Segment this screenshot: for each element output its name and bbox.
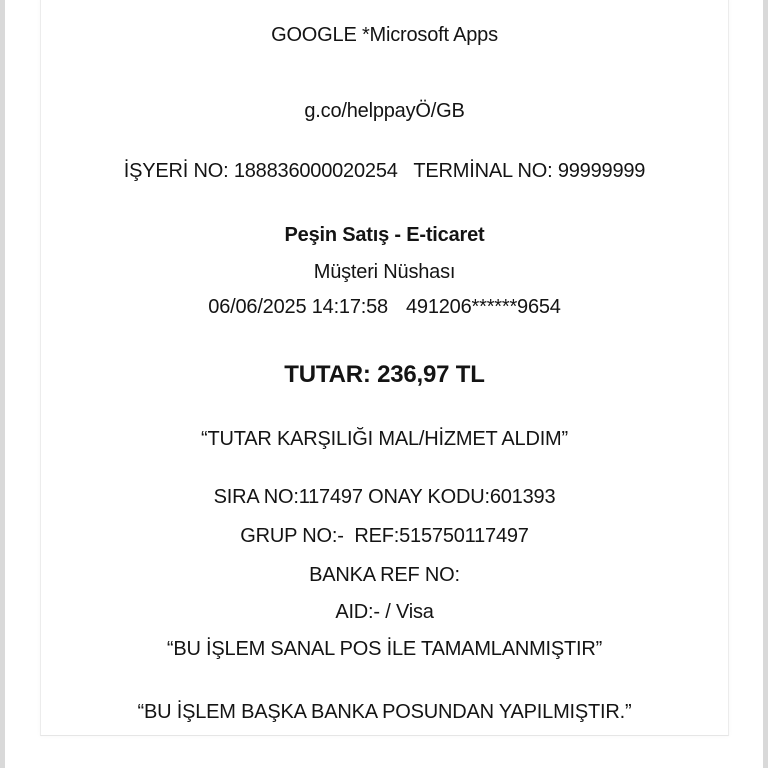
acknowledgement-text: “TUTAR KARŞILIĞI MAL/HİZMET ALDIM” (201, 428, 568, 450)
merchant-url: g.co/helppayÖ/GB (304, 100, 465, 122)
other-bank-notice: “BU İŞLEM BAŞKA BANKA POSUNDAN YAPILMIŞTIR.” (137, 701, 632, 723)
amount-total: TUTAR: 236,97 TL (284, 361, 485, 388)
masked-card-number: 491206******9654 (405, 296, 561, 318)
transaction-type: Peşin Satış - E-ticaret (284, 224, 485, 246)
grup-ref-line: GRUP NO:- REF:515750117497 (240, 525, 529, 547)
merchant-name: GOOGLE *Microsoft Apps (271, 24, 498, 46)
receipt-page (40, 0, 729, 736)
right-edge-strip (763, 0, 768, 768)
banka-ref-line: BANKA REF NO: (309, 564, 460, 586)
transaction-datetime: 06/06/2025 14:17:58 (208, 296, 388, 318)
left-edge-strip (0, 0, 5, 768)
copy-type: Müşteri Nüshası (313, 261, 456, 283)
aid-line: AID:- / Visa (335, 601, 434, 623)
datetime-card-row (41, 296, 728, 319)
merchant-terminal-ids: İŞYERİ NO: 188836000020254 TERMİNAL NO: 99999999 (123, 160, 646, 182)
virtual-pos-notice: “BU İŞLEM SANAL POS İLE TAMAMLANMIŞTIR” (166, 638, 603, 660)
sira-onay-line: SIRA NO:117497 ONAY KODU:601393 (213, 486, 556, 508)
